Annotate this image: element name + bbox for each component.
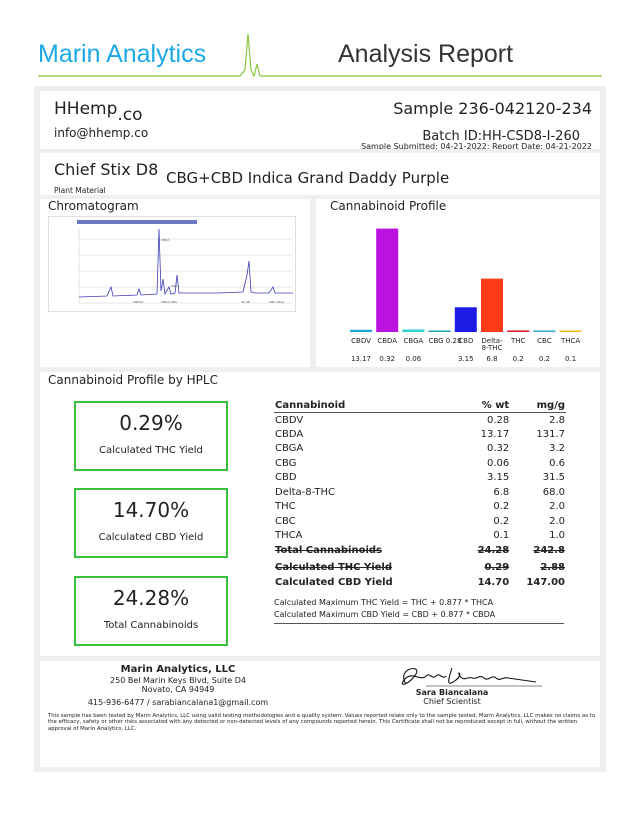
value-label: 0.2 <box>538 355 550 363</box>
client-panel <box>40 91 600 149</box>
svg-text:CBDVA: CBDVA <box>133 300 144 304</box>
cell-mg: 2.0 <box>549 515 565 527</box>
bar-thca <box>560 331 582 333</box>
thc-yield-label: Calculated THC Yield <box>99 445 203 456</box>
report-title: Analysis Report <box>338 40 514 68</box>
tick-label: CBDA <box>377 337 398 345</box>
value-label: 0.1 <box>565 355 577 363</box>
tick-label: THC <box>510 337 526 345</box>
disclaimer: This sample has been tested by Marin Analytics, LLC using valid testing methodologies and a quality system. Values reported relate only to the sample tested. Marin Analytics, LLC makes no claims as to the efficacy, safety or other risks associated with any detected or non-detected levels of any compounds reported herein. This Certificate shall not be reproduced except in full, without the written approval of Marin Analytics, LLC. <box>48 713 596 732</box>
cell-mg: 68.0 <box>542 486 565 498</box>
cell-name: CBC <box>275 515 296 527</box>
tick-label: CBDV <box>351 337 371 345</box>
lab-brand: Marin Analytics <box>38 40 207 68</box>
value-label: 0.06 <box>405 355 422 363</box>
tick-label: CBGA <box>403 337 424 345</box>
cannabinoid-table <box>274 398 566 590</box>
chromatogram-title: Chromatogram <box>48 199 139 213</box>
client-email: info@hhemp.co <box>54 126 149 140</box>
cell-mg: 242.8 <box>533 544 565 556</box>
bar-delta-8-thc <box>481 279 503 332</box>
cell-mg: 0.6 <box>549 457 565 469</box>
bar-cbga <box>402 329 424 332</box>
cell-mg: 31.5 <box>542 472 565 484</box>
chromatogram-image <box>48 216 296 312</box>
footer-address1: 250 Bel Marin Keys Blvd, Suite D4 <box>110 676 246 685</box>
cell-percent: 0.28 <box>486 414 510 426</box>
bar-cbc <box>533 330 555 332</box>
cbd-formula: Calculated Maximum CBD Yield = CBD + 0.877 * CBDA <box>274 610 496 619</box>
hplc-title: Cannabinoid Profile by HPLC <box>48 373 218 387</box>
header-percent: % wt <box>464 398 510 413</box>
tick-label: CBD <box>458 337 474 345</box>
cell-percent: 0.1 <box>493 530 510 542</box>
footer-lab-name: Marin Analytics, LLC <box>120 664 236 675</box>
value-label: 6.8 <box>486 355 498 363</box>
formula-divider <box>274 623 564 624</box>
cell-percent: 6.8 <box>493 486 510 498</box>
table-row <box>274 413 566 428</box>
cell-percent: 3.15 <box>486 472 510 484</box>
signer-title: Chief Scientist <box>423 697 481 706</box>
product-name: Chief Stix D8 <box>54 160 159 179</box>
table-row <box>274 500 566 515</box>
table-row <box>274 427 566 442</box>
total-cannabinoids-value: 24.28% <box>112 586 190 610</box>
svg-text:CBD: CBD <box>171 284 178 288</box>
bar-cbdv <box>350 330 372 332</box>
cell-percent: 0.2 <box>493 515 510 527</box>
table-row <box>274 485 566 500</box>
cell-name: THCA <box>275 530 303 542</box>
client-name: HHemp.co <box>54 99 143 125</box>
cell-percent: 0.32 <box>486 443 510 455</box>
sample-id: Sample 236-042120-234 <box>393 99 592 118</box>
thc-yield-row <box>274 561 566 576</box>
cell-name: Delta-8-THC <box>275 486 335 498</box>
cell-name: CBDV <box>275 414 304 426</box>
cell-mg: 2.88 <box>540 562 565 574</box>
cell-percent: 0.2 <box>493 501 510 513</box>
bar-cbda <box>376 229 398 332</box>
table-row <box>274 471 566 486</box>
cell-name: CBDA <box>275 428 304 440</box>
batch-id: Batch ID:HH-CSD8-I-260 <box>422 129 580 144</box>
tick-label: Delta-8-THC <box>481 337 503 352</box>
bar-thc <box>507 330 529 332</box>
total-row <box>274 543 566 558</box>
thc-yield-value: 0.29% <box>119 411 183 435</box>
cell-percent: 13.17 <box>480 428 510 440</box>
cbd-yield-box <box>74 488 228 558</box>
cell-mg: 3.2 <box>549 443 565 455</box>
cell-name: Total Cannabinoids <box>275 544 382 556</box>
cell-name: Calculated CBD Yield <box>275 576 393 588</box>
cannabinoid-profile-chart <box>346 220 586 370</box>
value-label: 13.17 <box>350 355 372 363</box>
cell-percent: 0.29 <box>484 562 510 574</box>
svg-text:CBDA: CBDA <box>161 238 170 242</box>
svg-text:CBGA CBG: CBGA CBG <box>161 300 177 304</box>
cell-mg: 147.00 <box>526 576 565 588</box>
cell-name: CBD <box>275 472 297 484</box>
tick-label: THCA <box>560 337 581 345</box>
cell-mg: 131.7 <box>536 428 565 440</box>
report-dates: Sample Submitted: 04-21-2022; Report Date: 04-21-2022 <box>361 142 592 151</box>
total-cannabinoids-box <box>74 576 228 646</box>
table-row <box>274 514 566 529</box>
total-cannabinoids-label: Total Cannabinoids <box>103 620 199 631</box>
table-header-row <box>274 398 566 413</box>
header-cannabinoid: Cannabinoid <box>274 398 464 413</box>
cell-percent: 14.70 <box>477 576 510 588</box>
table-row <box>274 456 566 471</box>
cell-name: CBG <box>275 457 297 469</box>
report-header <box>0 0 640 86</box>
signer-name: Sara Biancalana <box>415 688 489 697</box>
value-label: 0.32 <box>379 355 395 363</box>
thc-formula: Calculated Maximum THC Yield = THC + 0.877 * THCA <box>274 598 494 607</box>
table-row <box>274 529 566 544</box>
product-strain: CBG+CBD Indica Grand Daddy Purple <box>166 169 450 187</box>
bar-cbg <box>429 331 451 333</box>
profile-title: Cannabinoid Profile <box>330 199 447 213</box>
cell-name: Calculated THC Yield <box>275 562 392 574</box>
cell-name: THC <box>275 501 296 513</box>
value-label: 3.15 <box>458 355 474 363</box>
cell-mg: 1.0 <box>549 530 565 542</box>
product-category: Plant Material <box>54 186 106 195</box>
svg-text:CBC THCa: CBC THCa <box>269 300 285 304</box>
cell-name: CBGA <box>275 443 304 455</box>
footer-address2: Novato, CA 94949 <box>141 685 215 694</box>
cell-percent: 0.06 <box>486 457 510 469</box>
header-mg: mg/g <box>510 398 566 413</box>
thc-yield-box <box>74 401 228 471</box>
cbd-yield-label: Calculated CBD Yield <box>98 532 204 543</box>
tick-label: CBC <box>537 337 552 345</box>
bar-cbd <box>455 307 477 332</box>
tick-label: CBG 0.28 <box>428 337 462 345</box>
cell-mg: 2.8 <box>549 414 565 426</box>
footer-contact: 415-936-6477 / sarabiancalana1@gmail.com <box>87 698 269 707</box>
svg-text:d9 d8: d9 d8 <box>241 300 250 304</box>
value-label: 0.2 <box>512 355 524 363</box>
cell-mg: 2.0 <box>549 501 565 513</box>
cbd-yield-value: 14.70% <box>112 498 190 522</box>
product-panel <box>40 153 600 195</box>
table-row <box>274 442 566 457</box>
cbd-yield-row <box>274 575 566 590</box>
cell-percent: 24.28 <box>477 544 510 556</box>
